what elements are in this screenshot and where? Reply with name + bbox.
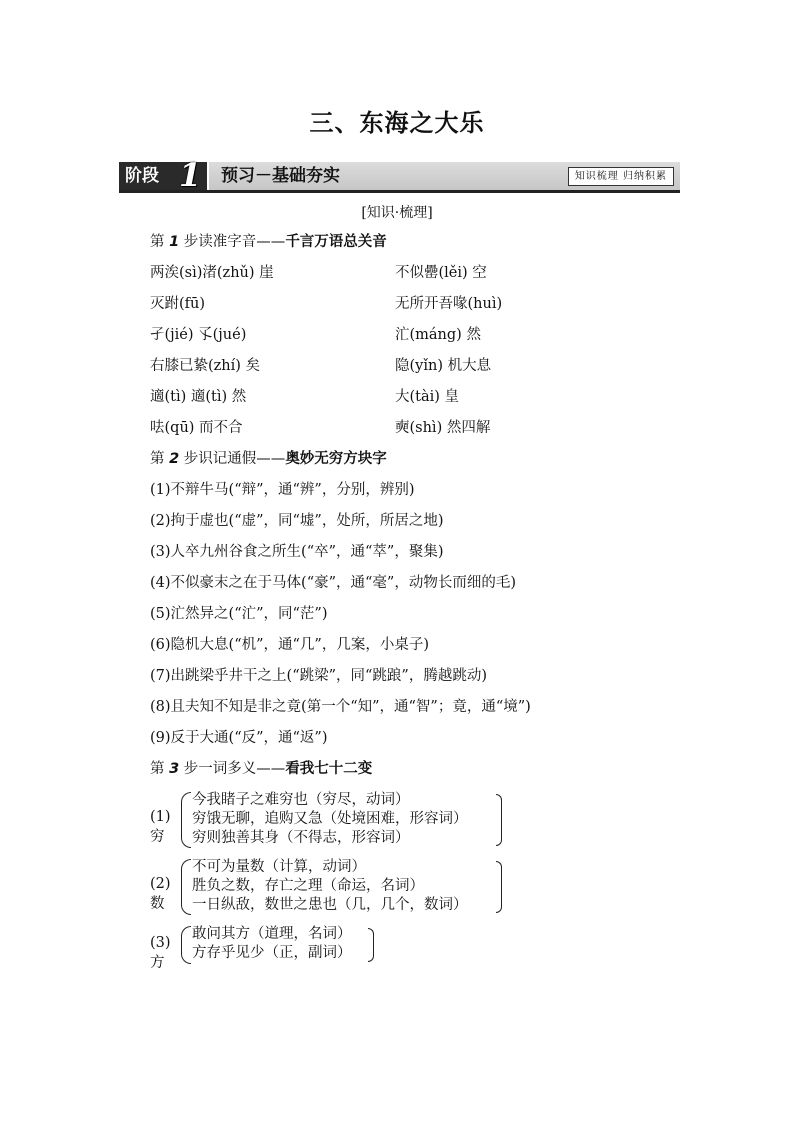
- group-item: 方存乎见少（正，副词）: [192, 945, 352, 961]
- step1-row4-left: 右膝已絷(zhí) 矣: [150, 358, 261, 374]
- step2-item-2: (2)拘于虚也(“虚”，同“墟”，处所，所居之地): [150, 513, 444, 529]
- step2-prefix: 第: [150, 451, 170, 467]
- group-item: 不可为量数（计算，动词）: [192, 859, 366, 875]
- step3-motto: 看我七十二变: [285, 761, 373, 777]
- step1-row3-left: 孑(jié) 孓(jué): [150, 327, 247, 343]
- step2-item-1: (1)不辩牛马(“辩”，通“辨”，分别，辨别): [150, 482, 415, 498]
- step2-heading: [150, 449, 387, 469]
- group-item: 今我睹子之难穷也（穷尽，动词）: [192, 792, 410, 808]
- step3-prefix: 第: [150, 761, 170, 777]
- step2-item-3: (3)人卒九州谷食之所生(“卒”，通“萃”，聚集): [150, 544, 444, 560]
- group-item: 穷则独善其身（不得志，形容词）: [192, 830, 410, 846]
- step1-row1-left: 两涘(sì)渚(zhǔ) 崖: [150, 265, 274, 281]
- step2-motto: 奥妙无穷方块字: [285, 451, 387, 467]
- stage-tag: 阶段: [119, 162, 207, 190]
- step2-item-8: (8)且夫知不知是非之竟(第一个“知”，通“智”；竟，通“境”): [150, 699, 531, 715]
- step2-item-6: (6)隐机大息(“机”，通“几”，几案，小桌子): [150, 637, 430, 653]
- group-head: (1)穷: [150, 809, 171, 845]
- group-item: 敢问其方（道理，名词）: [192, 926, 352, 942]
- group-head: (2)数: [150, 876, 171, 912]
- stage-title-text: 预习－基础夯实: [221, 166, 340, 186]
- step1-row2-right: 无所开吾喙(huì): [395, 296, 503, 312]
- right-brace: [496, 794, 502, 846]
- step1-row3-right: 汒(máng) 然: [395, 327, 481, 343]
- page-title: 三、东海之大乐: [309, 109, 485, 137]
- step3-label: 步一词多义——: [179, 761, 286, 777]
- left-brace: [181, 859, 191, 915]
- step2-item-5: (5)汒然异之(“汒”，同“茫”): [150, 606, 328, 622]
- step2-number: 2: [169, 451, 180, 467]
- left-brace: [181, 926, 191, 964]
- section-heading: [知识·梳理]: [361, 205, 433, 221]
- stage-side-label: 知识梳理 归纳积累: [568, 167, 674, 186]
- stage-number: 1: [179, 156, 202, 194]
- step1-prefix: 第: [150, 234, 170, 250]
- left-brace: [181, 792, 191, 848]
- stage-banner: [119, 156, 680, 194]
- step1-row6-left: 呿(qū) 而不合: [150, 420, 243, 436]
- step2-item-7: (7)出跳梁乎井干之上(“跳梁”，同“跳踉”，腾越跳动): [150, 668, 488, 684]
- step2-label: 步识记通假——: [179, 451, 286, 467]
- step1-row4-right: 隐(yǐn) 机大息: [395, 358, 492, 374]
- step1-row5-right: 大(tài) 皇: [395, 389, 460, 405]
- step1-row2-left: 灭跗(fū): [150, 296, 206, 312]
- step2-item-9: (9)反于大通(“反”，通“返”): [150, 730, 328, 746]
- group-item: 穷饿无聊，追购又急（处境困难，形容词）: [192, 811, 468, 827]
- step3-heading: [150, 759, 372, 779]
- step3-number: 3: [169, 761, 180, 777]
- step1-row5-left: 適(tì) 適(tì) 然: [150, 389, 247, 405]
- group-head: (3)方: [150, 935, 171, 971]
- step1-number: 1: [169, 234, 180, 250]
- step1-row1-right: 不似罍(lěi) 空: [395, 265, 487, 281]
- step2-item-4: (4)不似豪末之在于马体(“豪”，通“毫”，动物长而细的毛): [150, 575, 517, 591]
- step1-motto: 千言万语总关音: [285, 234, 387, 250]
- right-brace: [368, 928, 374, 962]
- step1-heading: [150, 232, 387, 252]
- step1-row6-right: 奭(shì) 然四解: [395, 420, 491, 436]
- group-item: 一日纵敌，数世之患也（几，几个，数词）: [192, 897, 468, 913]
- step1-label: 步读准字音——: [179, 234, 286, 250]
- right-brace: [496, 861, 502, 913]
- group-item: 胜负之数，存亡之理（命运，名词）: [192, 878, 424, 894]
